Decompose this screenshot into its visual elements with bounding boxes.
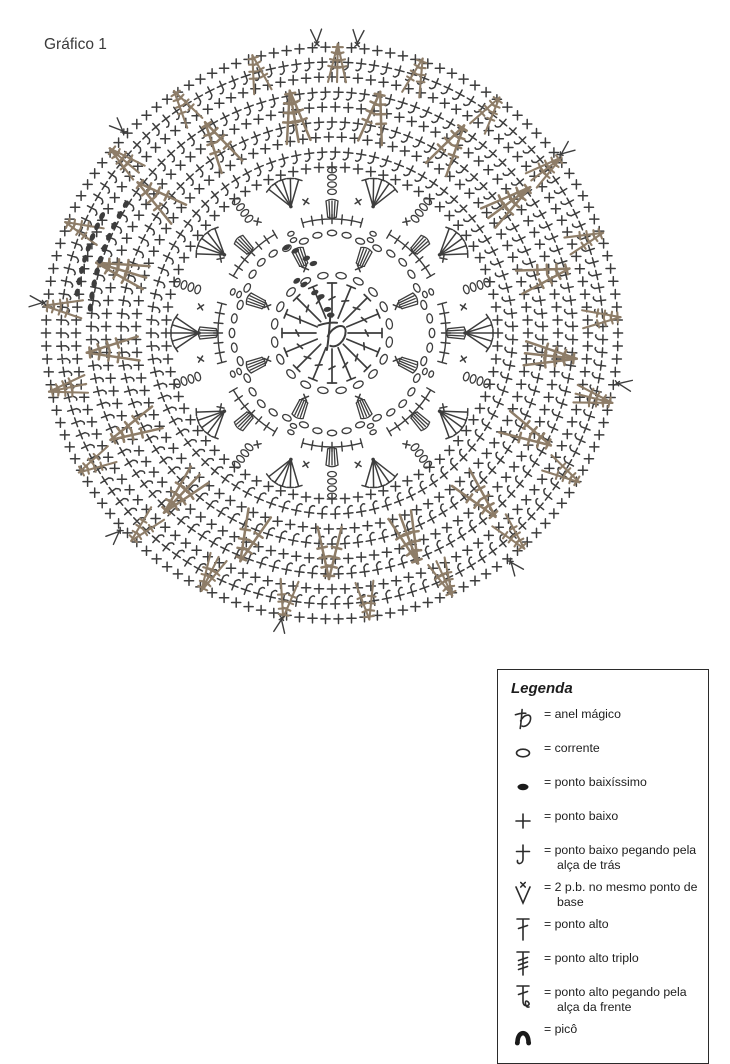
legend-item-label: = corrente — [544, 741, 600, 755]
legend-item-label: = ponto alto pegando pela alça da frente — [544, 985, 687, 1014]
legend-box — [497, 669, 709, 1064]
chain-icon — [511, 738, 535, 768]
legend-item — [511, 877, 698, 910]
legend-item — [511, 772, 698, 802]
single-crochet-back-loop-icon — [511, 840, 535, 870]
legend-title: Legenda — [511, 680, 573, 697]
legend-item-label: = ponto baixíssimo — [544, 775, 647, 789]
legend-item — [511, 982, 698, 1015]
legend-item-label: = picô — [544, 1022, 578, 1036]
slip-stitch-icon — [511, 772, 535, 802]
page-title: Gráfico 1 — [44, 36, 107, 53]
legend-item — [511, 806, 698, 836]
legend-item — [511, 704, 698, 734]
double-crochet-icon — [511, 914, 535, 944]
legend-item-label: = ponto baixo — [544, 809, 619, 823]
legend-item — [511, 840, 698, 873]
legend-item-label: = anel mágico — [544, 707, 621, 721]
legend-item-label: = ponto alto triplo — [544, 951, 639, 965]
legend-item-label: = 2 p.b. no mesmo ponto de base — [544, 880, 698, 909]
double-crochet-front-loop-icon — [511, 982, 535, 1012]
legend-item — [511, 738, 698, 768]
single-crochet-icon — [511, 806, 535, 836]
legend-item — [511, 914, 698, 944]
treble-triple-icon — [511, 948, 535, 978]
legend-item — [511, 948, 698, 978]
legend-item-label: = ponto baixo pegando pela alça de trás — [544, 843, 697, 872]
legend-rows — [511, 704, 698, 1049]
magic-ring-icon — [511, 704, 535, 734]
legend-item-label: = ponto alto — [544, 917, 609, 931]
legend-item — [511, 1019, 698, 1049]
2-sc-same-base-icon — [511, 877, 535, 907]
picot-icon — [511, 1019, 535, 1049]
